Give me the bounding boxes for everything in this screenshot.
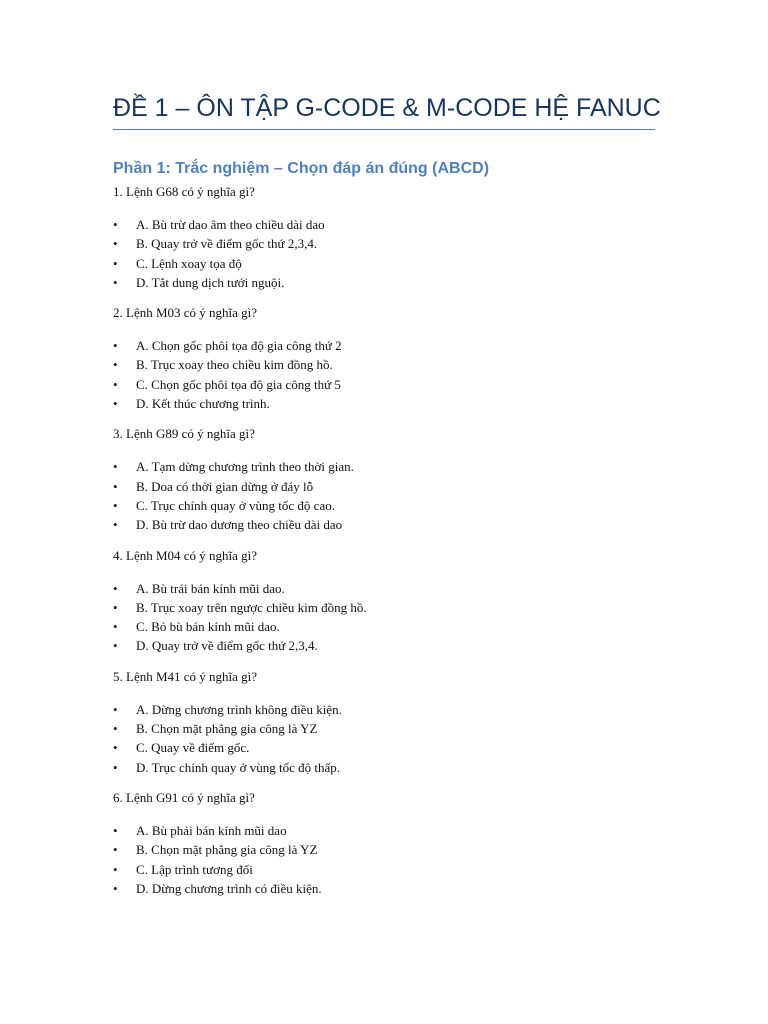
answer-option (113, 758, 655, 777)
bullet-icon: • (113, 478, 118, 494)
answer-option (113, 336, 655, 355)
answer-options (113, 457, 655, 534)
answer-option (113, 719, 655, 738)
bullet-icon: • (113, 517, 118, 533)
bullet-icon: • (113, 599, 118, 615)
section-heading: Phần 1: Trắc nghiệm – Chọn đáp án đúng (ABCD) (113, 160, 490, 177)
answer-option-text: B. Chọn mặt phẳng gia công là YZ (136, 842, 318, 858)
bullet-icon: • (113, 497, 118, 513)
bullet-icon: • (113, 338, 118, 354)
bullet-icon: • (113, 822, 118, 838)
answer-option-text: A. Chọn gốc phôi tọa độ gia công thứ 2 (136, 338, 342, 354)
answer-option-text: B. Trục xoay theo chiều kim đồng hồ. (136, 357, 333, 373)
question-2 (113, 304, 655, 413)
question-3 (113, 425, 655, 534)
answer-option-text: A. Bù trái bán kính mũi dao. (136, 580, 285, 596)
bullet-icon: • (113, 376, 118, 392)
bullet-icon: • (113, 236, 118, 252)
answer-option (113, 515, 655, 534)
answer-option-text: D. Tắt dung dịch tưới nguội. (136, 274, 285, 290)
answer-option-text: D. Bù trừ dao dương theo chiều dài dao (136, 517, 343, 533)
answer-option-text: A. Bù phải bán kính mũi dao (136, 822, 287, 838)
bullet-icon: • (113, 255, 118, 271)
answer-option (113, 394, 655, 413)
answer-option (113, 617, 655, 636)
question-text: 6. Lệnh G91 có ý nghĩa gì? (113, 789, 255, 805)
answer-option (113, 598, 655, 617)
answer-options (113, 579, 655, 656)
answer-option-text: A. Dừng chương trình không điều kiện. (136, 701, 342, 717)
bullet-icon: • (113, 861, 118, 877)
question-6 (113, 789, 655, 898)
answer-option-text: C. Chọn gốc phôi tọa độ gia công thứ 5 (136, 376, 341, 392)
answer-option-text: B. Trục xoay trên ngược chiều kim đồng hồ. (136, 599, 367, 615)
answer-option (113, 496, 655, 515)
bullet-icon: • (113, 619, 118, 635)
question-text: 1. Lệnh G68 có ý nghĩa gì? (113, 184, 255, 199)
question-1 (113, 183, 655, 292)
bullet-icon: • (113, 880, 118, 896)
question-list (113, 183, 655, 898)
bullet-icon: • (113, 580, 118, 596)
answer-option (113, 234, 655, 253)
answer-option-text: D. Kết thúc chương trình. (136, 396, 270, 412)
answer-options (113, 336, 655, 413)
answer-option (113, 355, 655, 374)
answer-option (113, 821, 655, 840)
question-4 (113, 547, 655, 656)
answer-option (113, 375, 655, 394)
bullet-icon: • (113, 274, 118, 290)
answer-option (113, 477, 655, 496)
answer-option-text: D. Trục chính quay ở vùng tốc độ thấp. (136, 759, 341, 775)
answer-option-text: D. Quay trở về điểm gốc thứ 2,3,4. (136, 638, 318, 654)
bullet-icon: • (113, 759, 118, 775)
question-text: 2. Lệnh M03 có ý nghĩa gì? (113, 305, 258, 321)
answer-option (113, 254, 655, 273)
answer-option-text: C. Quay về điểm gốc. (136, 740, 250, 756)
bullet-icon: • (113, 217, 118, 232)
answer-option (113, 700, 655, 719)
answer-option-text: C. Lệnh xoay tọa độ (136, 255, 242, 271)
answer-option-text: A. Tạm dừng chương trình theo thời gian. (136, 459, 354, 475)
answer-options (113, 215, 655, 292)
answer-option (113, 579, 655, 598)
bullet-icon: • (113, 459, 118, 475)
answer-option-text: B. Quay trở về điểm gốc thứ 2,3,4. (136, 236, 318, 252)
bullet-icon: • (113, 842, 118, 858)
answer-option-text: B. Doa có thời gian dừng ở đáy lỗ (136, 478, 314, 494)
document-title: ĐỀ 1 – ÔN TẬP G-CODE & M-CODE HỆ FANUC (113, 94, 655, 130)
bullet-icon: • (113, 701, 118, 717)
answer-option (113, 273, 655, 292)
answer-option-text: C. Bỏ bù bán kính mũi dao. (136, 619, 280, 635)
answer-option (113, 879, 655, 898)
answer-options (113, 700, 655, 777)
answer-option (113, 457, 655, 476)
answer-options (113, 821, 655, 898)
answer-option-text: C. Lập trình tương đối (136, 861, 253, 877)
bullet-icon: • (113, 357, 118, 373)
bullet-icon: • (113, 638, 118, 654)
answer-option (113, 636, 655, 655)
question-5 (113, 668, 655, 777)
bullet-icon: • (113, 721, 118, 737)
answer-option-text: D. Dừng chương trình có điều kiện. (136, 880, 322, 896)
answer-option-text: B. Chọn mặt phẳng gia công là YZ (136, 721, 318, 737)
question-text: 5. Lệnh M41 có ý nghĩa gì? (113, 668, 258, 684)
bullet-icon: • (113, 740, 118, 756)
answer-option (113, 215, 655, 234)
question-text: 3. Lệnh G89 có ý nghĩa gì? (113, 426, 255, 442)
question-text: 4. Lệnh M04 có ý nghĩa gì? (113, 547, 258, 563)
answer-option (113, 840, 655, 859)
bullet-icon: • (113, 396, 118, 412)
answer-option (113, 738, 655, 757)
answer-option-text: C. Trục chính quay ở vùng tốc độ cao. (136, 497, 335, 513)
answer-option-text: A. Bù trừ dao âm theo chiều dài dao (136, 217, 325, 232)
answer-option (113, 860, 655, 879)
